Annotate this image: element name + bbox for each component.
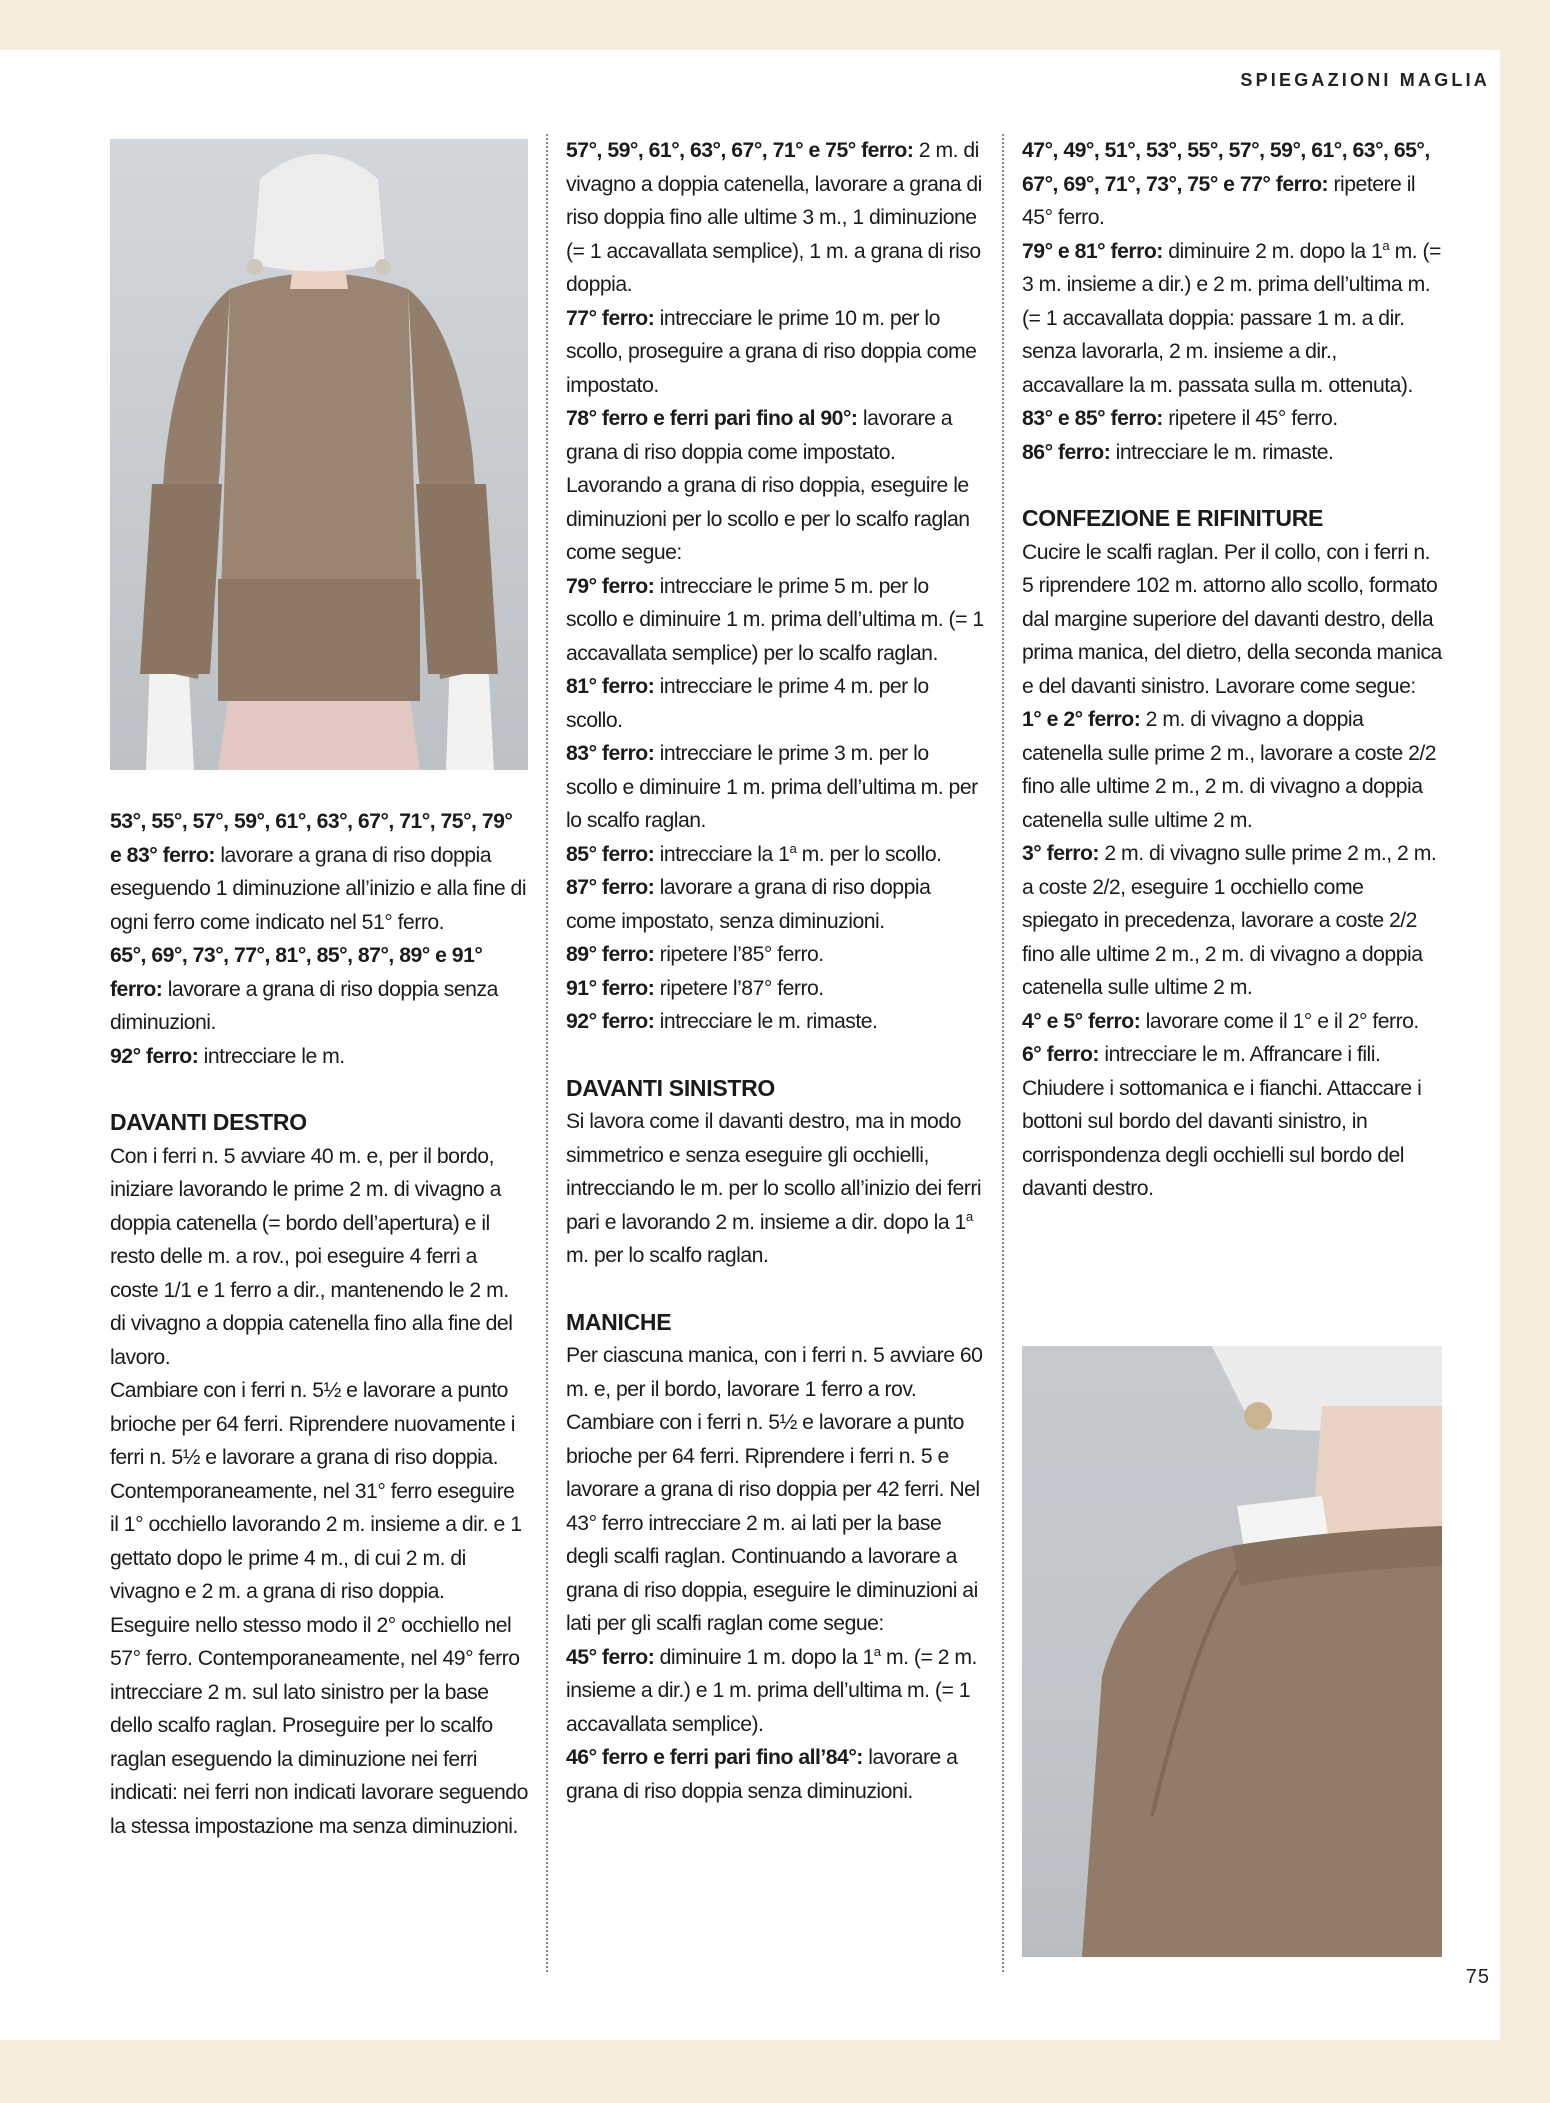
row-text: m. per lo scalfo raglan.: [566, 1244, 769, 1267]
row-label: 91° ferro:: [566, 976, 655, 1000]
paragraph: Per ciascuna manica, con i ferri n. 5 avviare 60 m. e, per il bordo, lavorare 1 ferro a rov. Cambiare con i ferri n. 5½ e lavorare a punto brioche per 64 ferri. Riprendere i ferri n. 5 e lavorare a grana di riso doppia per 42 ferri. Nel 43° ferro intrecciare 2 m. ai lati per la base degli scalfi raglan. Continuando a lavorare a grana di riso doppia, eseguire le diminuzioni ai lati per gli scalfi raglan come segue:: [566, 1344, 983, 1635]
row-label: 89° ferro:: [566, 943, 655, 966]
section-heading-davanti-destro: DAVANTI DESTRO: [110, 1109, 307, 1135]
row-text: m. (= 2 m. insieme a dir.) e 1 m. prima dell’ultima m. (= 1 accavallata semplice).: [566, 1645, 977, 1736]
paragraph: [566, 972, 985, 1006]
row-text: lavorare a grana di riso doppia senza diminuzioni.: [110, 977, 498, 1034]
paragraph: [1022, 1038, 1442, 1206]
superscript: a: [789, 840, 797, 856]
row-text: diminuire 1 m. dopo la 1: [654, 1645, 874, 1669]
row-label: 46° ferro e ferri pari fino all’84°:: [566, 1746, 863, 1769]
paragraph: [566, 1005, 985, 1039]
row-text: ripetere l’87° ferro.: [654, 976, 824, 1000]
section-heading-davanti-sinistro: DAVANTI SINISTRO: [566, 1074, 776, 1101]
row-text: 2 m. di vivagno a doppia catenella sulle prime 2 m., lavorare a coste 2/2 fino alle ultime 2 m., 2 m. di vivagno a doppia catenella sulle ultime 2 m.: [1022, 708, 1437, 832]
row-text: lavorare come il 1° e il 2° ferro.: [1140, 1009, 1419, 1033]
row-text: intrecciare le prime 5 m. per lo scollo e diminuire 1 m. prima dell’ultima m. (= 1 accavallata semplice) per lo scalfo raglan.: [566, 574, 984, 665]
row-label: 4° e 5° ferro:: [1022, 1009, 1141, 1033]
section-header: SPIEGAZIONI MAGLIA: [1240, 70, 1490, 90]
row-text: diminuire 2 m. dopo la 1: [1162, 239, 1383, 263]
paragraph: [1022, 436, 1442, 470]
row-text: intrecciare le prime 4 m. per lo scollo.: [566, 675, 929, 732]
row-text: intrecciare le m. rimaste.: [654, 1010, 878, 1033]
row-text: intrecciare le prime 10 m. per lo scollo, proseguire a grana di riso doppia come impostato.: [566, 306, 977, 397]
row-label: 79° ferro:: [566, 574, 655, 598]
back-view-illustration: [110, 139, 528, 770]
paragraph: [110, 1040, 528, 1074]
paragraph: [566, 570, 985, 671]
section-heading-confezione: CONFEZIONE E RIFINITURE: [1022, 505, 1324, 531]
paragraph: [1022, 134, 1442, 235]
paragraph: [1022, 402, 1442, 436]
row-text: intrecciare la 1: [654, 842, 790, 866]
row-text: ripetere il 45° ferro.: [1022, 172, 1416, 229]
paragraph: [566, 302, 985, 403]
paragraph: [566, 1105, 985, 1273]
row-label: 6° ferro:: [1022, 1043, 1099, 1066]
paragraph: [1022, 235, 1442, 403]
row-text: intrecciare le prime 3 m. per lo scollo e diminuire 1 m. prima dell’ultima m. per lo scalfo raglan.: [566, 742, 978, 832]
row-text: lavorare a grana di riso doppia come impostato.: [566, 407, 953, 464]
row-label: 83° ferro:: [566, 742, 655, 765]
row-label: 86° ferro:: [1022, 440, 1111, 464]
paragraph: [566, 1741, 985, 1808]
paragraph: [566, 838, 985, 872]
row-label: 3° ferro:: [1022, 842, 1099, 865]
column-divider: [1002, 134, 1004, 1972]
text-column-1: [110, 805, 528, 1843]
paragraph: [1022, 837, 1442, 1005]
row-label: 47°, 49°, 51°, 53°, 55°, 57°, 59°, 61°, 63°, 65°, 67°, 69°, 71°, 73°, 75° e 77° ferro:: [1022, 139, 1430, 196]
row-text: m. per lo scollo.: [796, 842, 942, 866]
paragraph: [566, 1641, 985, 1742]
row-text: intrecciare le m. rimaste.: [1110, 440, 1334, 464]
row-label: 78° ferro e ferri pari fino al 90°:: [566, 407, 858, 430]
superscript: a: [965, 1208, 973, 1224]
row-label: 92° ferro:: [110, 1044, 199, 1068]
paragraph: [1022, 703, 1442, 837]
row-text: 2 m. di vivagno a doppia catenella, lavorare a grana di riso doppia fino alle ultime 3 m., 1 diminuzione (= 1 accavallata semplice), 1 m. a grana di riso doppia.: [566, 139, 982, 296]
column-divider: [546, 134, 548, 1972]
row-text: lavorare a grana di riso doppia senza diminuzioni.: [566, 1746, 958, 1803]
row-label: 79° e 81° ferro:: [1022, 239, 1163, 263]
paragraph: [566, 402, 985, 469]
paragraph: [566, 670, 985, 737]
superscript: a: [873, 1643, 881, 1659]
page-number: 75: [1465, 1966, 1490, 1988]
text-column-2: [566, 134, 985, 1808]
detail-view-photo: [1022, 1346, 1442, 1957]
paragraph: Con i ferri n. 5 avviare 40 m. e, per il bordo, iniziare lavorando le prime 2 m. di vivagno a doppia catenella (= bordo dell’apertura) e il resto delle m. a rov., poi eseguire 4 ferri a coste 1/1 e 1 ferro a dir., mantenendo le 2 m. di vivagno a doppia catenella fino alla fine del lavoro.: [110, 1144, 513, 1369]
row-text: intrecciare le m.: [198, 1044, 345, 1068]
paragraph: [110, 939, 528, 1040]
paragraph: Cambiare con i ferri n. 5½ e lavorare a punto brioche per 64 ferri. Riprendere nuovamente i ferri n. 5½ e lavorare a grana di riso doppia. Contemporaneamente, nel 31° ferro eseguire il 1° occhiello lavorando 2 m. insieme a dir. e 1 gettato dopo le prime 4 m., di cui 2 m. di vivagno e 2 m. a grana di riso doppia. Eseguire nello stesso modo il 2° occhiello nel 57° ferro. Contemporaneamente, nel 49° ferro intrecciare 2 m. sul lato sinistro per la base dello scalfo raglan. Proseguire per lo scalfo raglan eseguendo la diminuzione nei ferri indicati: nei ferri non indicati lavorare seguendo la stessa impostazione ma senza diminuzioni.: [110, 1379, 528, 1838]
paragraph: [1022, 1005, 1442, 1039]
paragraph: [566, 737, 985, 838]
row-text: intrecciare le m. Affrancare i fili. Chiudere i sottomanica e i fianchi. Attaccare i bottoni sul bordo del davanti sinistro, in corrispondenza degli occhielli sul bordo del davanti destro.: [1022, 1043, 1422, 1200]
row-label: 87° ferro:: [566, 876, 655, 899]
paragraph: Lavorando a grana di riso doppia, eseguire le diminuzioni per lo scollo e per lo scalfo raglan come segue:: [566, 474, 970, 564]
row-label: 53°, 55°, 57°, 59°, 61°, 63°, 67°, 71°, 75°, 79° e 83° ferro:: [110, 810, 513, 867]
row-label: 65°, 69°, 73°, 77°, 81°, 85°, 87°, 89° e 91° ferro:: [110, 944, 483, 1001]
text-column-3: [1022, 134, 1442, 1206]
paragraph: Cucire le scalfi raglan. Per il collo, con i ferri n. 5 riprendere 102 m. attorno allo scollo, formato dal margine superiore del davanti destro, della prima manica, del dietro, della seconda manica e del davanti sinistro. Lavorare come segue:: [1022, 540, 1442, 698]
row-text: 2 m. di vivagno sulle prime 2 m., 2 m. a coste 2/2, eseguire 1 occhiello come spiegato in precedenza, lavorare a coste 2/2 fino alle ultime 2 m., 2 m. di vivagno a doppia catenella sulle ultime 2 m.: [1022, 842, 1437, 999]
row-label: 83° e 85° ferro:: [1022, 407, 1163, 430]
row-label: 77° ferro:: [566, 306, 655, 330]
row-label: 57°, 59°, 61°, 63°, 67°, 71° e 75° ferro:: [566, 139, 914, 162]
paragraph: [110, 805, 528, 939]
row-text: ripetere il 45° ferro.: [1162, 407, 1338, 430]
row-text: lavorare a grana di riso doppia come impostato, senza diminuzioni.: [566, 876, 931, 933]
paragraph: [566, 871, 985, 938]
back-view-photo: [110, 139, 528, 770]
row-label: 92° ferro:: [566, 1010, 655, 1033]
row-label: 81° ferro:: [566, 675, 655, 698]
detail-view-illustration: [1022, 1346, 1442, 1957]
row-label: 45° ferro:: [566, 1645, 655, 1669]
paragraph: [566, 134, 985, 302]
row-text: m. (= 3 m. insieme a dir.) e 2 m. prima dell’ultima m. (= 1 accavallata doppia: passare 1 m. a dir. senza lavorarla, 2 m. insieme a dir., accavallare la m. passata sulla m. ottenuta).: [1022, 239, 1441, 397]
row-label: 1° e 2° ferro:: [1022, 708, 1141, 731]
superscript: a: [1382, 237, 1390, 253]
row-label: 85° ferro:: [566, 842, 655, 866]
row-text: lavorare a grana di riso doppia eseguendo 1 diminuzione all’inizio e alla fine di ogni ferro come indicato nel 51° ferro.: [110, 843, 527, 934]
paragraph: [566, 938, 985, 972]
row-text: Si lavora come il davanti destro, ma in modo simmetrico e senza eseguire gli occhielli, intrecciando le m. per lo scollo all’inizio dei ferri pari e lavorando 2 m. insieme a dir. dopo la 1: [566, 1110, 982, 1234]
section-heading-maniche: MANICHE: [566, 1308, 672, 1335]
row-text: ripetere l’85° ferro.: [654, 943, 824, 966]
